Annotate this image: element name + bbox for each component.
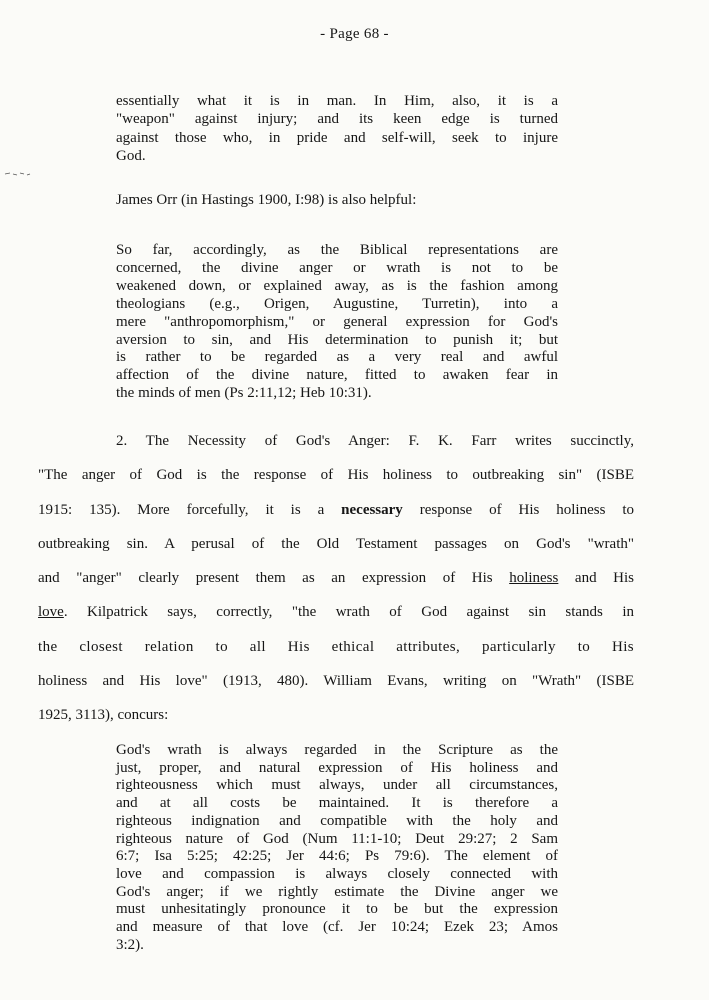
section-2-paragraph (38, 424, 634, 733)
quote-line: God's anger; if we rightly estimate the Divine anger we (116, 883, 558, 900)
quote-line: the minds of men (Ps 2:11,12; Heb 10:31). (116, 385, 372, 402)
quote-block-1 (116, 92, 558, 165)
quote-line: So far, accordingly, as the Biblical representations are (116, 242, 558, 258)
quote-line: God's wrath is always regarded in the Scripture as the (116, 742, 558, 758)
paragraph-line: "The anger of God is the response of His holiness to outbreaking sin" (ISBE (38, 467, 634, 484)
quote-line: aversion to sin, and His determination to punish it; but (116, 331, 558, 348)
quote-line: weakened down, or explained away, as is the fashion among (116, 277, 558, 294)
emphasis-necessary: necessary (341, 501, 403, 518)
quote-line: 3:2). (116, 936, 144, 953)
quote-line: and measure of that love (cf. Jer 10:24; Ezek 23; Amos (116, 919, 558, 936)
section-heading-line (38, 424, 634, 458)
quote-line: must unhesitatingly pronounce it to be but the expression (116, 901, 558, 918)
quote-line: God. (116, 147, 146, 164)
quote-line: "weapon" against injury; and its keen edge is turned (116, 111, 558, 128)
paragraph-line (38, 595, 634, 629)
text-run: and "anger" clearly present them as an expression of His (38, 570, 510, 587)
quote-line: righteous indignation and compatible with the holy and (116, 812, 558, 829)
text-run: 1915: 135). More forcefully, it is a (38, 501, 342, 518)
quote-line: and at all costs be maintained. It is therefore a (116, 795, 558, 812)
text-run: and His (558, 570, 634, 587)
paragraph-line (38, 561, 634, 595)
page-number: - Page 68 - (320, 26, 389, 42)
quote-line: concerned, the divine anger or wrath is not to be (116, 259, 558, 276)
paragraph-line: the closest relation to all His ethical attributes, particularly to His (38, 638, 634, 655)
quote-line: is rather to be regarded as a very real and awful (116, 349, 558, 366)
text-run: response of His holiness to (402, 501, 634, 518)
quote-line: righteousness which must always, under all circumstances, (116, 777, 558, 794)
quote-line: essentially what it is in man. In Him, also, it is a (116, 93, 558, 109)
paragraph-line (38, 493, 634, 527)
quote-line: love and compassion is always closely connected with (116, 865, 558, 882)
quote-line: righteous nature of God (Num 11:1-10; Deut 29:27; 2 Sam (116, 830, 558, 847)
section-heading-text: 2. The Necessity of God's Anger: F. K. Farr writes succinctly, (116, 433, 634, 449)
quote-line: theologians (e.g., Origen, Augustine, Turretin), into a (116, 295, 558, 312)
paragraph-line: outbreaking sin. A perusal of the Old Testament passages on God's "wrath" (38, 535, 634, 552)
paragraph-line: 1925, 3113), concurs: (38, 707, 169, 724)
orr-intro-paragraph (116, 191, 576, 210)
quote-line: affection of the divine nature, fitted to awaken fear in (116, 367, 558, 384)
quote-line: mere "anthropomorphism," or general expression for God's (116, 313, 558, 330)
quote-block-3 (116, 742, 558, 954)
margin-pen-mark (4, 170, 34, 178)
underlined-love: love (38, 604, 64, 621)
paragraph-line: holiness and His love" (1913, 480). William Evans, writing on "Wrath" (ISBE (38, 673, 634, 690)
quote-line: just, proper, and natural expression of His holiness and (116, 759, 558, 776)
paragraph-line: James Orr (in Hastings 1900, I:98) is also helpful: (116, 192, 417, 208)
quote-line: 6:7; Isa 5:25; 42:25; Jer 44:6; Ps 79:6). The element of (116, 848, 558, 865)
quote-block-2 (116, 242, 558, 403)
quote-line: against those who, in pride and self-will, seek to injure (116, 129, 558, 146)
text-run: . Kilpatrick says, correctly, "the wrath of God against sin stands in (63, 604, 634, 621)
underlined-holiness: holiness (509, 570, 559, 587)
